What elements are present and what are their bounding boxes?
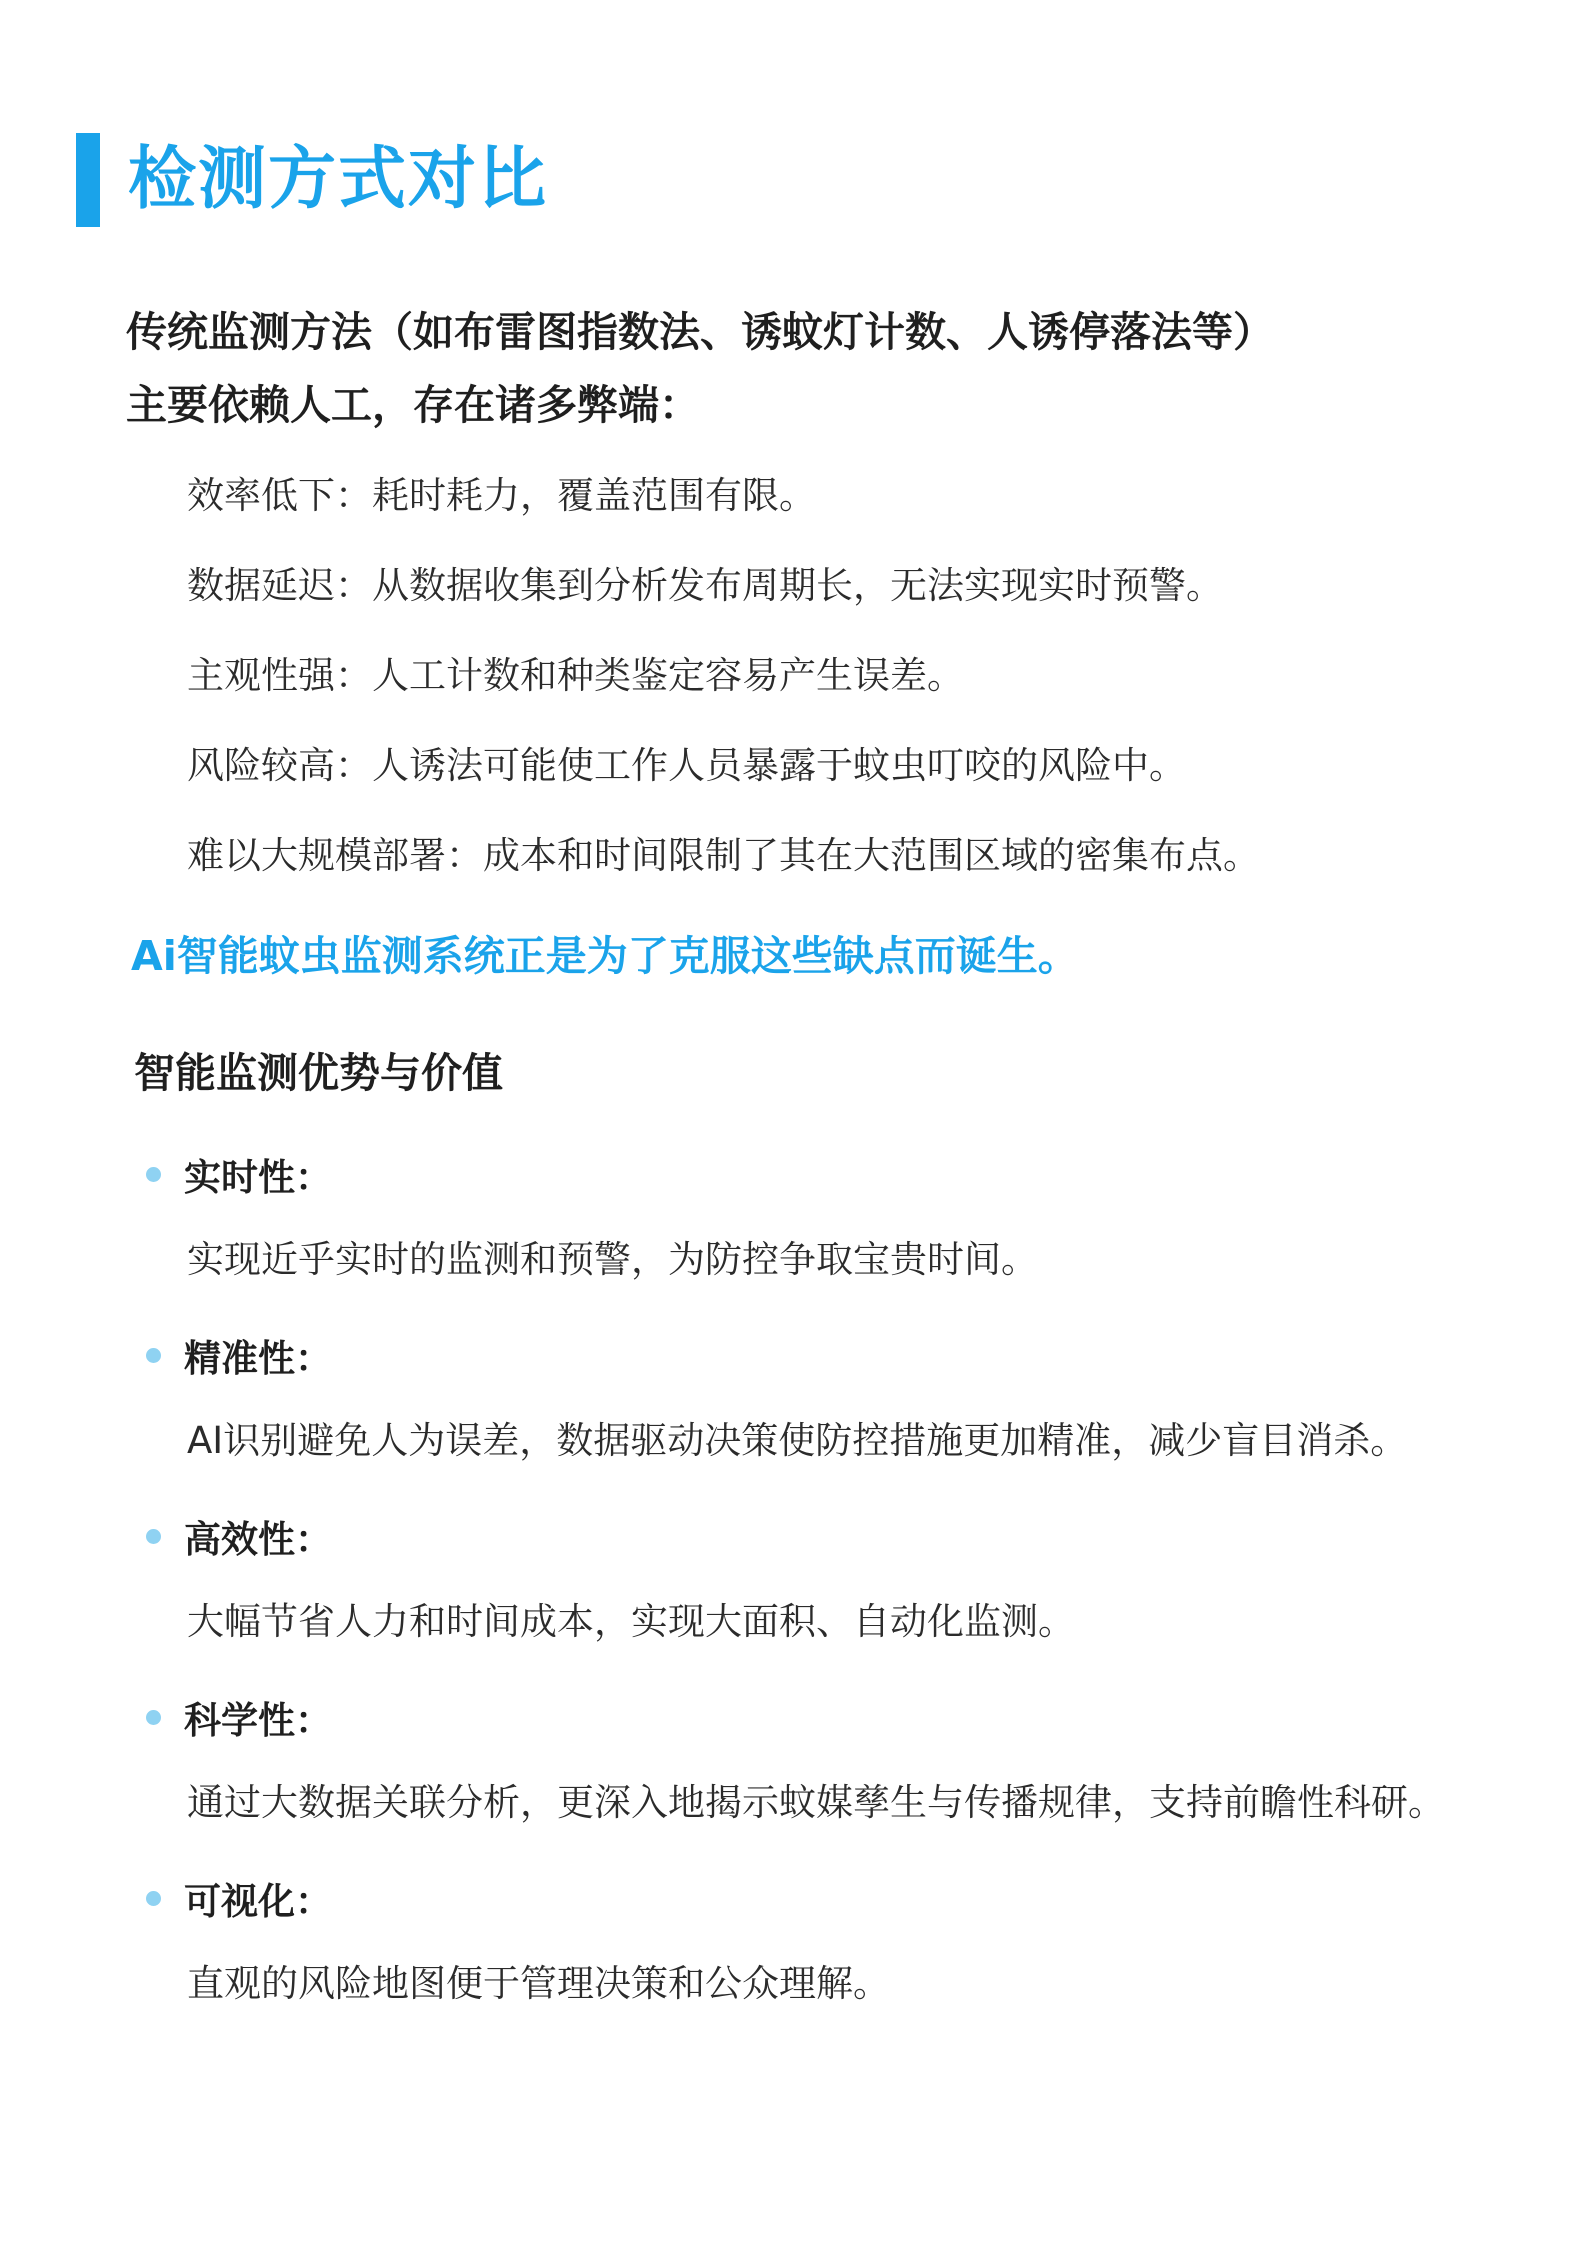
page-header (76, 132, 548, 228)
advantage-heading (146, 1691, 332, 1743)
section-title: 智能监测优势与价值 (134, 1049, 503, 1097)
bullet-icon (146, 1167, 161, 1182)
advantage-item (0, 1872, 1587, 2053)
drawback-item: 效率低下：耗时耗力，覆盖范围有限。 (187, 474, 816, 517)
advantage-description: AI识别避免人为误差，数据驱动决策使防控措施更加精准，减少盲目消杀。 (187, 1419, 1408, 1462)
advantage-label: 科学性： (184, 1699, 332, 1742)
advantage-item (0, 1510, 1587, 1691)
advantage-item (0, 1148, 1587, 1329)
intro-line-1: 传统监测方法（如布雷图指数法、诱蚊灯计数、人诱停落法等） (126, 308, 1274, 356)
advantage-label: 可视化： (184, 1880, 332, 1923)
drawback-item: 数据延迟：从数据收集到分析发布周期长，无法实现实时预警。 (187, 564, 1223, 607)
bullet-icon (146, 1529, 161, 1544)
advantage-description: 通过大数据关联分析，更深入地揭示蚊媒孳生与传播规律，支持前瞻性科研。 (187, 1781, 1445, 1824)
advantage-label: 高效性： (184, 1518, 332, 1561)
advantage-description: 大幅节省人力和时间成本，实现大面积、自动化监测。 (187, 1600, 1075, 1643)
intro-line-2: 主要依赖人工，存在诸多弊端： (126, 381, 700, 429)
drawback-item: 风险较高：人诱法可能使工作人员暴露于蚊虫叮咬的风险中。 (187, 744, 1186, 787)
highlight-statement: Ai智能蚊虫监测系统正是为了克服这些缺点而诞生。 (131, 932, 1079, 980)
advantage-description: 直观的风险地图便于管理决策和公众理解。 (187, 1962, 890, 2005)
advantage-description: 实现近乎实时的监测和预警，为防控争取宝贵时间。 (187, 1238, 1038, 1281)
title-accent-bar (76, 133, 100, 227)
advantage-heading (146, 1148, 332, 1200)
page-title: 检测方式对比 (128, 140, 549, 219)
bullet-icon (146, 1710, 161, 1725)
intro-paragraph (126, 296, 1274, 442)
drawback-list (187, 470, 1260, 920)
advantage-heading (146, 1329, 332, 1381)
advantage-list (0, 1148, 1587, 2053)
bullet-icon (146, 1891, 161, 1906)
advantage-label: 精准性： (184, 1337, 332, 1380)
advantage-item (0, 1691, 1587, 1872)
advantage-heading (146, 1872, 332, 1924)
advantage-heading (146, 1510, 332, 1562)
advantage-label: 实时性： (184, 1156, 332, 1199)
drawback-item: 主观性强：人工计数和种类鉴定容易产生误差。 (187, 654, 964, 697)
drawback-item: 难以大规模部署：成本和时间限制了其在大范围区域的密集布点。 (187, 834, 1260, 877)
bullet-icon (146, 1348, 161, 1363)
advantage-item (0, 1329, 1587, 1510)
